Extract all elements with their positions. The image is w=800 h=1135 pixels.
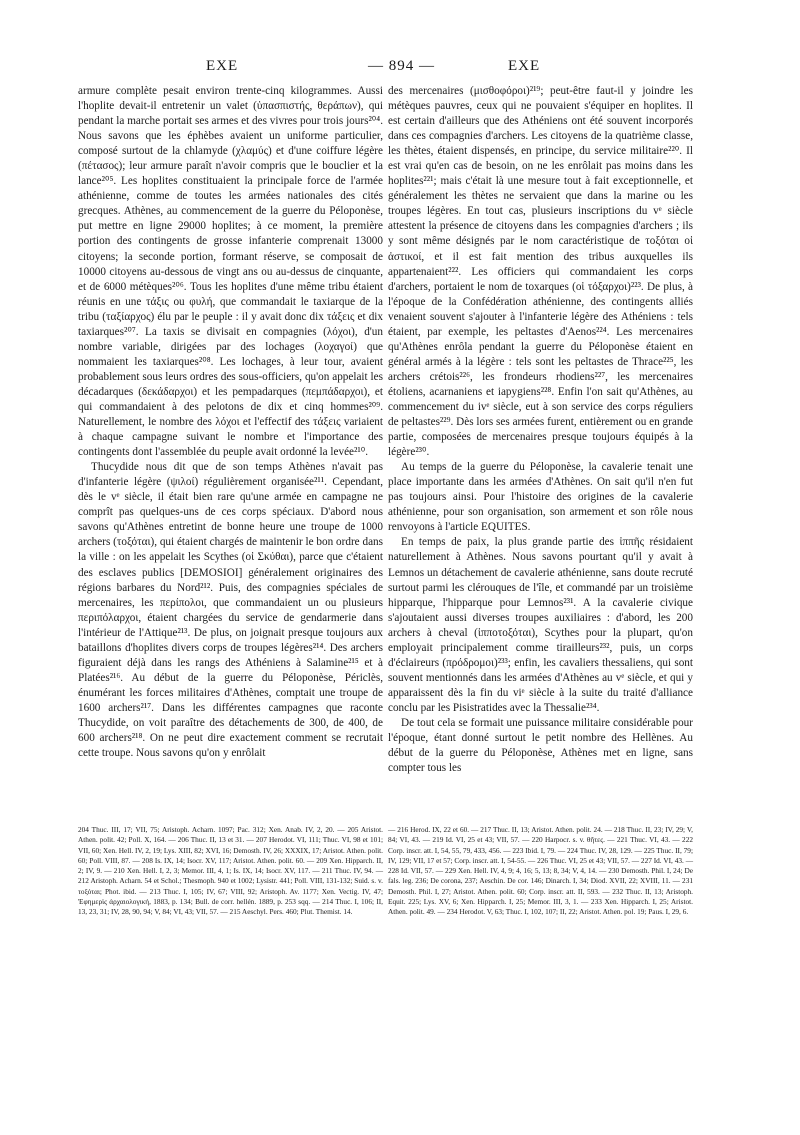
paragraph: des mercenaires (μισθοφόροι)²¹⁹; peut-être faut-il y joindre les métèques pauvres, ceux qui ne pouvaient s'équiper en hoplites. Il est certain d'ailleurs que des Athéniens ont été souvent incorporés dans ces compagnies d'archers. Les citoyens de la quatrième classe, les thètes, étaient dispensés, en principe, du service militaire²²⁰. Il est vrai qu'en cas de besoin, on ne les enrôlait pas moins dans les hoplites²²¹; mais c'était là une mesure tout à fait exceptionnelle, et généralement les thètes ne servaient que dans la marine ou les troupes légères. En tout cas, plusieurs inscriptions du vᵉ siècle attestent la présence de citoyens dans les compagnies d'archers ; ils y sont même désignés par le nom caractéristique de τοξόται οἱ ἀστικοί, et il est fait mention des tribus auxquelles ils appartenaient²²². Les officiers qui commandaient les corps d'archers, portaient le nom de toxarques (οἱ τόξαρχοι)²²³. De plus, à l'époque de la Confédération athénienne, des contingents alliés venaient souvent s'ajouter à l'infanterie légère des Athéniens : tels étaient, par exemple, les peltastes d'Aenos²²⁴. Les mercenaires qu'Athènes enrôla pendant la guerre du Péloponèse étaient en général armés à la légère : tels sont les peltastes de Thrace²²⁵, les archers crétois²²⁶, les frondeurs rhodiens²²⁷, les mercenaires étoliens, acarnaniens et iapygiens²²⁸. Enfin l'on sait qu'Athènes, au commencement du ivᵉ siècle, eut à son service des corps réguliers de peltastes²²⁹. Dès lors ses armées furent, entièrement ou en grande partie, composées de mercenaires presque toujours équipés à la légère²³⁰. (388, 85, 693, 459)
paragraph: De tout cela se formait une puissance militaire considérable pour l'époque, étant donné surtout le petit nombre des Hellènes. Au début de la guerre du Péloponèse, Athènes met en ligne, sans compter tous les (388, 716, 693, 775)
header-left-word: EXE (206, 58, 239, 74)
page-number: — 894 — (368, 58, 435, 74)
paragraph: Au temps de la guerre du Péloponèse, la cavalerie tenait une place importante dans les armées d'Athènes. On sait qu'il n'en fut pas toujours ainsi. Pour l'histoire des origines de la cavalerie athénienne, pour son organisation, son armement et son rôle nous renvoyons à l'article EQUITES. (388, 461, 693, 534)
right-text-column (388, 84, 693, 776)
footnotes-right: — 216 Herod. IX, 22 et 60. — 217 Thuc. II, 13; Aristot. Athen. polit. 24. — 218 Thuc. II, 23; IV, 29; V, 84; VI, 43. — 219 Id. VI, 25 et 43; VII, 57. — 220 Harpocr. s. v. θῆτες. — 221 Thuc. VI, 43. — 222 Corp. inscr. att. I, 54, 55, 79, 433, 456. — 223 Ibid. I, 79. — 224 Thuc. IV, 28, 129. — 225 Thuc. II, 79; IV, 129; VII, 17 et 57; Corp. inscr. att. I, 54-55. — 226 Thuc. VI, 25 et 43; VII, 57. — 227 Id. VI, 43. — 228 Id. VII, 57. — 229 Xen. Hell. IV, 4, 9; 4, 16; 5, 13; 8, 34; V, 4, 14. — 230 Demosth. Phil. I, 24; De fals. leg. 236; De corona, 237; Aeschin. De cor. 146; Dinarch. I, 34; Diod. XVII, 22; XVIII, 11. — 231 Demosth. Phil. I, 27; Aristot. Athen. polit. 60; Corp. inscr. att. II, 593. — 232 Thuc. II, 13; Aristoph. Equit. 225; Lys. XV, 6; Xen. Hipparch. I, 25; Memor. III, 3, 1. — 233 Xen. Hipparch. I, 25; Aristot. Athen. polit. 49. — 234 Herodot. V, 63; Thuc. I, 102, 107; II, 22; Aristot. Athen. pol. 19; Paus. I, 29, 6. (388, 825, 693, 917)
paragraph: En temps de paix, la plus grande partie des ἱππῆς résidaient naturellement à Athènes. Nous savons pourtant qu'il y avait à Lemnos un détachement de cavalerie athénienne, sans doute recruté surtout parmi les clérouques de l'île, et commandé par un troisième hipparque, l'hipparque pour Lemnos²³¹. A la cavalerie civique s'ajoutaient aussi diverses troupes auxiliaires : d'abord, les 200 archers à cheval (ἱπποτοξόται), Scythes pour la plupart, qu'on employait principalement comme tirailleurs²³², puis, un corps d'éclaireurs (πρόδρομοι)²³³; enfin, les cavaliers thessaliens, qui sont souvent mentionnés dans les armées d'Athènes au vᵉ siècle, et qui y apparaissent dès la fin du viᵉ siècle à la suite du traité d'alliance conclu par les Pisistratides avec la Thessalie²³⁴. (388, 536, 693, 714)
paragraph: armure complète pesait environ trente-cinq kilogrammes. Aussi l'hoplite devait-il entretenir un valet (ὑπασπιστής, θεράπων), qui pendant la marche portait ses armes et des vivres pour trois jours²⁰⁴. Nous savons que les éphèbes avaient un uniforme particulier, composé surtout de la chlamyde (χλαμύς) et d'une coiffure légère (πέτασος); leur armure paraît n'avoir compris que le bouclier et la lance²⁰⁵. Les hoplites constituaient la principale force de l'armée athénienne, comme de toutes les armées nationales des cités grecques. Athènes, au commencement de la guerre du Péloponèse, put mettre en ligne 29000 hoplites; à ce moment, la première portion des contingents de grosse infanterie comprenait 13000 citoyens; la seconde portion, formant réserve, se composait de 10000 citoyens au-dessous de vingt ans ou au-dessus de cinquante, et de 6000 métèques²⁰⁶. Tous les hoplites d'une même tribu étaient réunis en une τάξις ou φυλή, que commandait le taxiarque de la tribu (ταξίαρχος) élu par le peuple : il y avait donc dix τάξεις et dix taxiarques²⁰⁷. La taxis se divisait en compagnies (λόχοι), d'un nombre variable, dirigées par des lochages (λοχαγοί) que nommaient les taxiarques²⁰⁸. Les lochages, à leur tour, avaient probablement sous leurs ordres des sous-officiers, qu'on appelait les décadarques (δεκάδαρχοι) et les pempadarques (πεμπάδαρχοι), et qui commandaient à des pelotons de dix et cinq hommes²⁰⁹. Naturellement, le nombre des λόχοι et l'effectif des τάξεις variaient à chaque campagne suivant le nombre et l'importance des contingents dont l'assemblée du peuple avait ordonné la levée²¹⁰. (78, 85, 383, 459)
running-header (78, 58, 718, 80)
left-text-column (78, 84, 383, 761)
paragraph: Thucydide nous dit que de son temps Athènes n'avait pas d'infanterie légère (ψιλοί) régulièrement organisée²¹¹. Cependant, dès le vᵉ siècle, il était bien rare qu'une armée en campagne ne comprît pas quelques-uns de ces corps spéciaux. D'abord nous savons qu'Athènes entretint de bonne heure une troupe de 1000 archers (τοξόται), qui étaient chargés de maintenir le bon ordre dans la ville : on les appelait les Scythes (οἱ Σκύθαι), parce que c'étaient des esclaves publics [DEMOSIOI] généralement originaires des régions barbares du Nord²¹². Puis, des compagnies spéciales de mercenaires, les περίπολοι, que commandaient un ou plusieurs περιπόλαρχοι, étaient chargées du service de gendarmerie dans l'intérieur de l'Attique²¹³. De plus, on joignait presque toujours aux bataillons d'hoplites divers corps de troupes légères²¹⁴. Des archers figuraient déjà dans les rangs des Athéniens à Salamine²¹⁵ et à Platées²¹⁶. Au début de la guerre du Péloponèse, Périclès, énumérant les forces militaires d'Athènes, comptait une troupe de 1600 archers²¹⁷. Dans les différentes campagnes que raconte Thucydide, on voit paraître des détachements de 300, de 400, de 600 archers²¹⁸. On ne peut dire exactement comment se recrutait cette troupe. Nous savons qu'on y enrôlait (78, 461, 383, 760)
footnotes-left: 204 Thuc. III, 17; VII, 75; Aristoph. Acharn. 1097; Pac. 312; Xen. Anab. IV, 2, 20. — 205 Aristot. Athen. polit. 42; Poll. X, 164. — 206 Thuc. II, 13 et 31. — 207 Herodot. VI, 111; Thuc. VI, 98 et 101; VII, 60; Xen. Hell. IV, 2, 19; Lys. XIII, 82; XVI, 16; Demosth. IV, 26; XXXIX, 17; Aristot. Athen. polit. 60; Poll. VIII, 87. — 208 Is. IX, 14; Isocr. XV, 117; Aristot. Athen. polit. 60. — 209 Xen. Hipparch. II, 2; IV, 9. — 210 Xen. Hell. I, 2, 3; Memor. III, 4, 1; Is. IX, 14; Isocr. XV, 117. — 211 Thuc. IV, 94. — 212 Aristoph. Acharn. 54 et Schol.; Thesmoph. 940 et 1002; Lysistr. 441; Poll. VIII, 131-132; Suid. s. v. τοξόται; Phot. ibid. — 213 Thuc. I, 105; IV, 67; VIII, 92; Aristoph. Av. 1177; Xen. Vectig. IV, 47; Ἐφημερὶς ἀρχαιολογική, 1883, p. 134; Bull. de corr. hellén. 1889, p. 253 sqq. — 214 Thuc. I, 106; II, 13, 23, 31; IV, 28, 90, 94; V, 84; VI, 43; VII, 57. — 215 Aeschyl. Pers. 460; Plut. Themist. 14. (78, 825, 383, 917)
header-right-word: EXE (508, 58, 541, 74)
